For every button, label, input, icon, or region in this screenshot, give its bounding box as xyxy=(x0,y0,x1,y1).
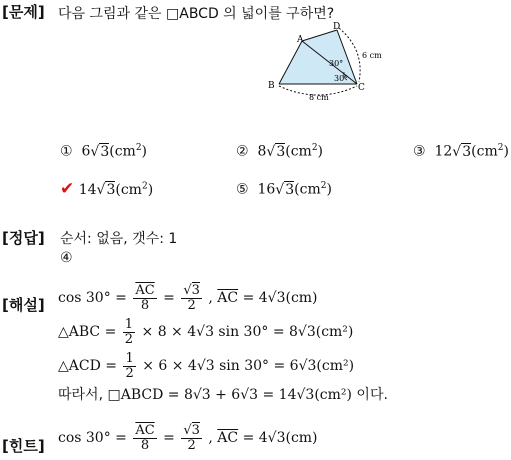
answer-label: [정답] xyxy=(2,229,45,247)
problem-text: 다음 그림과 같은 □ABCD 의 넓이를 구하면? xyxy=(58,6,335,22)
vertex-d: D xyxy=(333,22,341,32)
side-bc-label: 8 cm xyxy=(309,93,329,102)
answer-line2: ④ xyxy=(60,250,73,266)
side-dc-label: 6 cm xyxy=(362,51,382,60)
angle-bottom: 30° xyxy=(334,74,349,83)
option-2[interactable]: ② $8√3(cm^2)$ xyxy=(236,143,324,160)
vertex-c: C xyxy=(358,83,365,93)
option-5[interactable]: ⑤ $16√3(cm^2)$ xyxy=(236,181,332,198)
solution-line2: △ABC = $\frac{1}{2}$ × 8 × 4√3 sin 30° = 8√3(cm²) xyxy=(58,317,354,347)
hint-line: cos 30° = $\frac{\overline{AC}}{8}$ = $\frac{√3}{2}$ , $\overline{AC} = 4√3(cm)$ xyxy=(58,423,318,453)
problem-label: [문제] xyxy=(2,3,45,21)
solution-line1: cos 30° = $\frac{\overline{AC}}{8}$ = $\frac{√3}{2}$ , $\overline{AC} = 4√3(cm)$ xyxy=(58,283,318,313)
option-3[interactable]: ③ $12√3(cm^2)$ xyxy=(413,143,509,160)
vertex-b: B xyxy=(268,81,275,91)
solution-line3: △ACD = $\frac{1}{2}$ × 6 × 4√3 sin 30° = 6√3(cm²) xyxy=(58,351,355,381)
option-4[interactable]: ✔ $14√3(cm^2)$ xyxy=(60,179,154,199)
solution-label: [해설] xyxy=(2,296,45,314)
hint-label: [힌트] xyxy=(2,437,45,455)
option-1[interactable]: ① $6√3(cm^2)$ xyxy=(60,143,148,160)
angle-top: 30° xyxy=(329,59,344,68)
check-icon: ✔ xyxy=(60,179,75,199)
answer-line1: 순서: 없음, 갯수: 1 xyxy=(60,231,178,247)
solution-line4: 따라서, □ABCD = 8√3 + 6√3 = 14√3(cm²) 이다. xyxy=(58,387,388,403)
vertex-a: A xyxy=(297,35,304,45)
quadrilateral-figure xyxy=(265,20,395,105)
